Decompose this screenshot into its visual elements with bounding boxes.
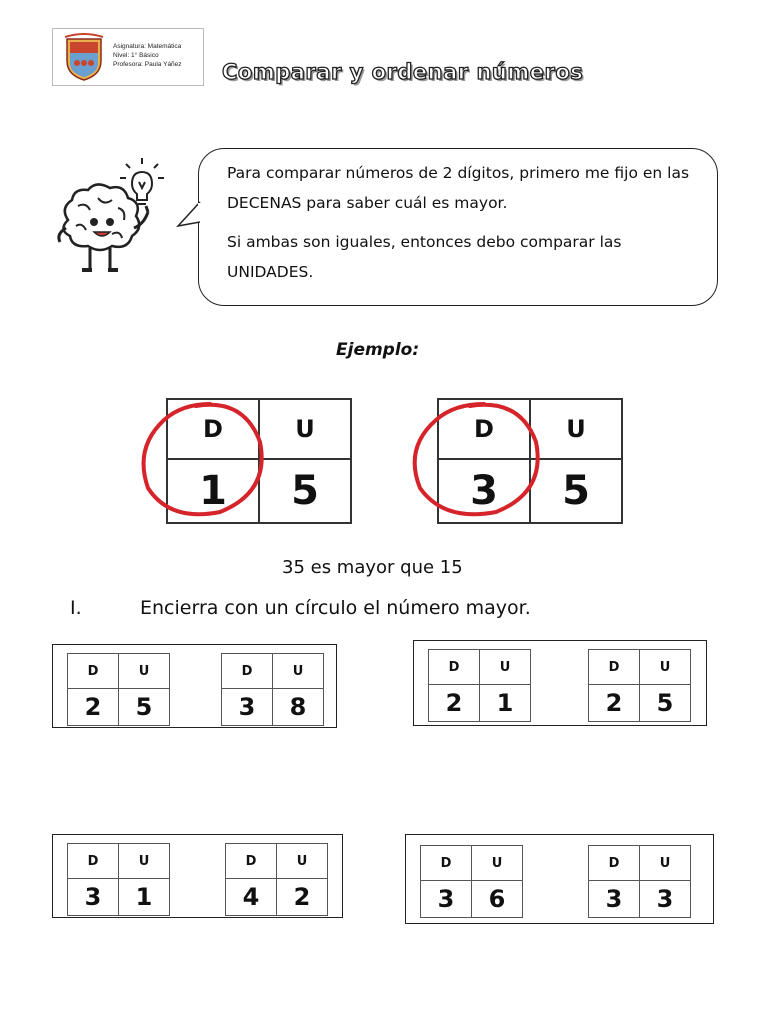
d-value: 2 — [429, 685, 480, 722]
d-header: D — [438, 399, 530, 459]
d-value: 3 — [68, 879, 119, 916]
course-meta — [113, 42, 182, 69]
instruction-number: I. — [70, 597, 82, 619]
d-header: D — [68, 654, 119, 689]
bubble-text-decenas: Para comparar números de 2 dígitos, primero me fijo en las DECENAS para saber cuál es mayor. — [227, 164, 690, 212]
d-header: D — [167, 399, 259, 459]
u-header: U — [472, 846, 523, 881]
instruction-text: Encierra con un círculo el número mayor. — [140, 597, 531, 619]
d-value: 3 — [222, 689, 273, 726]
d-value: 2 — [68, 689, 119, 726]
d-value: 4 — [226, 879, 277, 916]
d-header: D — [429, 650, 480, 685]
exercise-box-2 — [413, 640, 707, 726]
u-value: 8 — [273, 689, 324, 726]
du-table-right[interactable] — [221, 653, 324, 726]
header-card — [52, 28, 204, 86]
speech-bubble-tail — [176, 200, 202, 230]
d-header: D — [222, 654, 273, 689]
brain-mascot-icon — [48, 150, 178, 280]
bubble-text-unidades: Si ambas son iguales, entonces debo comparar las UNIDADES. — [227, 233, 622, 281]
du-table-left[interactable] — [67, 843, 170, 916]
d-value: 3 — [438, 459, 530, 523]
u-header: U — [530, 399, 622, 459]
d-header: D — [589, 846, 640, 881]
du-table-right[interactable] — [225, 843, 328, 916]
red-circle-mark — [134, 392, 274, 524]
d-value: 3 — [421, 881, 472, 918]
u-value: 1 — [119, 879, 170, 916]
exercise-box-4 — [405, 834, 714, 924]
teacher-label: Profesora: Paula Yáñez — [113, 61, 182, 68]
u-header: U — [480, 650, 531, 685]
red-circle-mark — [404, 392, 550, 524]
d-value: 1 — [167, 459, 259, 523]
u-value: 5 — [530, 459, 622, 523]
u-value: 5 — [640, 685, 691, 722]
school-logo — [61, 33, 107, 81]
u-value: 1 — [480, 685, 531, 722]
u-header: U — [640, 650, 691, 685]
u-value: 3 — [640, 881, 691, 918]
u-header: U — [273, 654, 324, 689]
du-table-left[interactable] — [428, 649, 531, 722]
u-value: 6 — [472, 881, 523, 918]
d-header: D — [68, 844, 119, 879]
u-value: 2 — [277, 879, 328, 916]
subject-label: Asignatura: Matemática — [113, 43, 182, 50]
example-result: 35 es mayor que 15 — [282, 557, 463, 578]
du-table-left[interactable] — [67, 653, 170, 726]
exercise-box-3 — [52, 834, 343, 918]
page-title: Comparar y ordenar números — [222, 60, 584, 84]
example-label: Ejemplo: — [336, 340, 420, 360]
u-header: U — [119, 654, 170, 689]
u-value: 5 — [259, 459, 351, 523]
d-value: 3 — [589, 881, 640, 918]
d-header: D — [226, 844, 277, 879]
du-table-right[interactable] — [588, 649, 691, 722]
u-value: 5 — [119, 689, 170, 726]
u-header: U — [259, 399, 351, 459]
du-table-left[interactable] — [420, 845, 523, 918]
exercise-box-1 — [52, 644, 337, 728]
u-header: U — [119, 844, 170, 879]
d-value: 2 — [589, 685, 640, 722]
du-table-right[interactable] — [588, 845, 691, 918]
level-label: Nivel: 1° Básico — [113, 52, 159, 59]
d-header: D — [421, 846, 472, 881]
speech-bubble — [198, 148, 718, 306]
u-header: U — [640, 846, 691, 881]
d-header: D — [589, 650, 640, 685]
u-header: U — [277, 844, 328, 879]
